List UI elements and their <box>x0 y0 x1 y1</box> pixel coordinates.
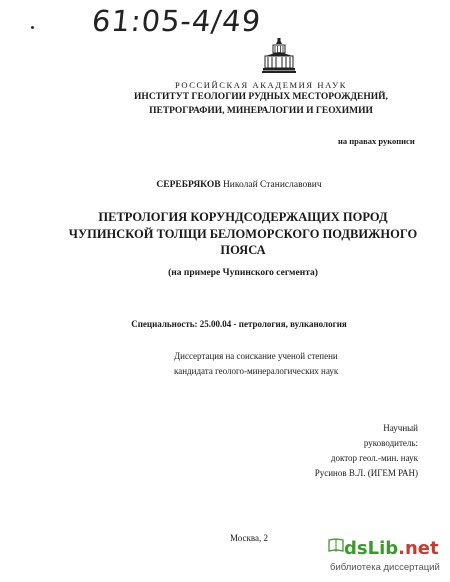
supervisor-label: Научный руководитель: <box>363 423 418 448</box>
logo-text-right: .net <box>398 538 439 559</box>
dissertation-subtitle: (на примере Чупинского сегмента) <box>168 268 318 278</box>
dissertation-title <box>18 209 450 259</box>
speck-dot <box>31 26 34 29</box>
institute-name <box>36 90 450 118</box>
thesis-line-2: кандидата геолого-минералогических наук <box>174 366 339 376</box>
book-icon <box>328 537 344 553</box>
academy-name: РОССИЙСКАЯ АКАДЕМИЯ НАУК <box>174 80 347 90</box>
supervisor-block <box>314 421 418 481</box>
city-year: Москва, 2 <box>230 533 268 543</box>
institute-line-2: ПЕТРОГРАФИИ, МИНЕРАЛОГИИ И ГЕОХИМИИ <box>149 106 373 116</box>
watermark-caption: библиотека диссертаций <box>330 562 440 573</box>
author-name <box>14 180 450 190</box>
title-line-1: ПЕТРОЛОГИЯ КОРУНДСОДЕРЖАЩИХ ПОРОД <box>98 210 388 224</box>
supervisor-name: Русинов В.Л. (ИГЕМ РАН) <box>314 468 418 478</box>
institute-line-1: ИНСТИТУТ ГЕОЛОГИИ РУДНЫХ МЕСТОРОЖДЕНИЙ, <box>134 92 388 102</box>
handwritten-catalog-number: 61:05-4/49 <box>90 4 263 38</box>
manuscript-rights-note: на правах рукописи <box>338 136 415 146</box>
thesis-degree-statement <box>174 349 338 379</box>
logo-text-left: dsLib <box>344 538 399 559</box>
dslib-watermark-logo[interactable] <box>344 538 439 559</box>
thesis-line-1: Диссертация на соискание ученой степени <box>174 351 338 361</box>
author-given-names: Николай Станиславович <box>222 180 322 190</box>
title-line-3: ПОЯСА <box>220 243 266 257</box>
author-surname: СЕРЕБРЯКОВ <box>156 180 221 190</box>
supervisor-degree: доктор геол.-мин. наук <box>330 453 418 463</box>
title-line-2: ЧУПИНСКОЙ ТОЛЩИ БЕЛОМОРСКОГО ПОДВИЖНОГО <box>68 226 418 241</box>
specialty-line: Специальность: 25.00.04 - петрология, вулканология <box>131 319 347 329</box>
academy-building-emblem <box>262 38 296 74</box>
